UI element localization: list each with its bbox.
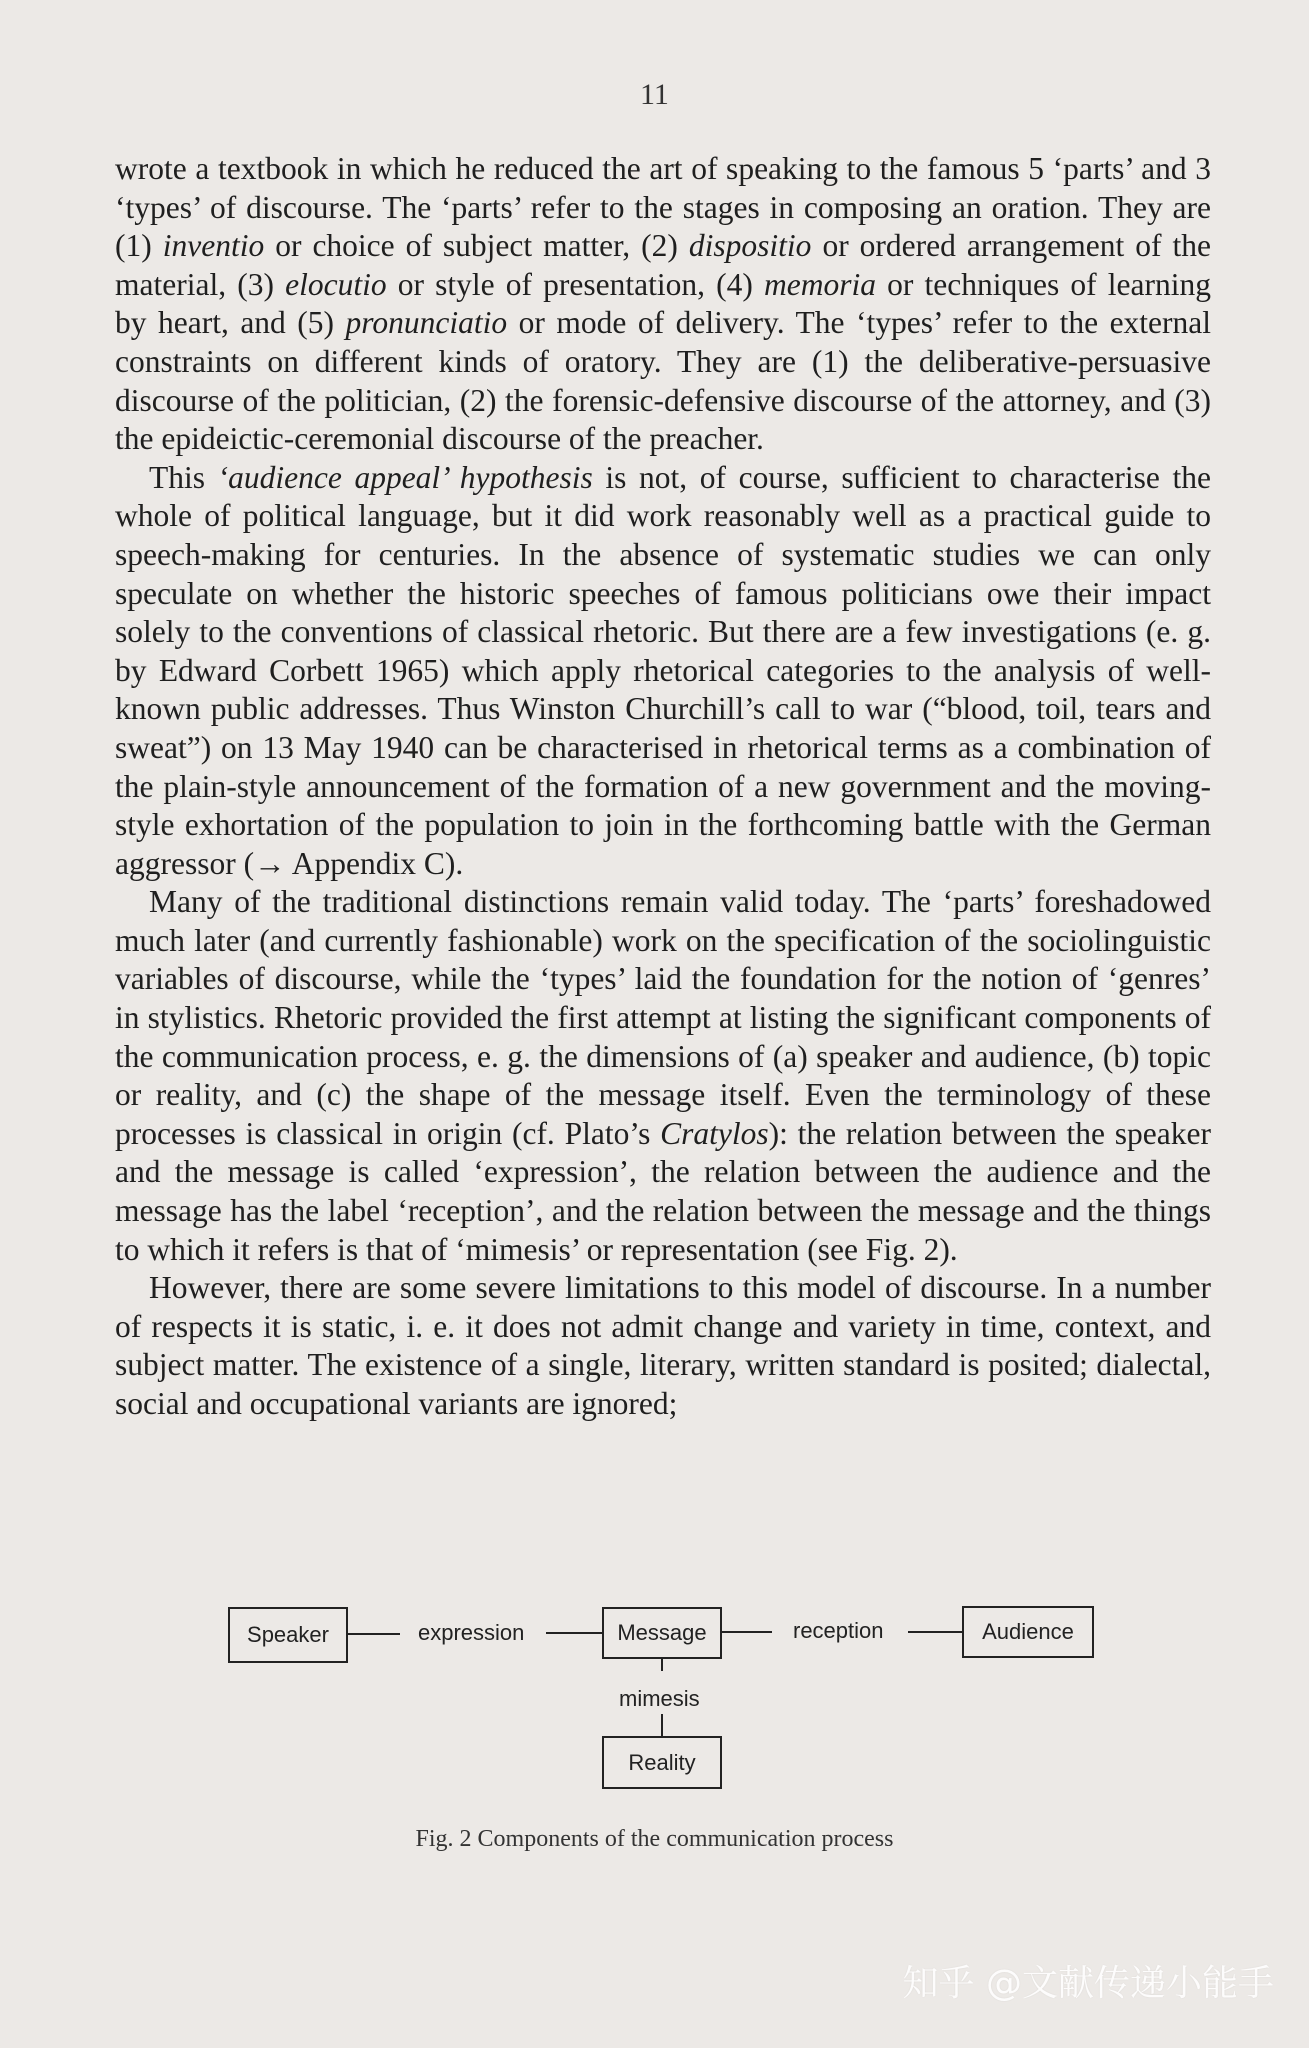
- italic-term: elocutio: [285, 266, 387, 302]
- reception-connector: [908, 1631, 962, 1633]
- message-connector: [722, 1631, 772, 1633]
- text-run: or mode of delivery. The ‘types’ refer to the external constraints on different kinds of oratory. They are (1) the deliberative-persuasive discourse of the politician, (2) the forensic-defensive discourse of the attorney, and (3) the epideictic-ceremonial discourse of the preacher.: [115, 305, 1212, 457]
- italic-term: Cratylos: [660, 1115, 769, 1151]
- reception-label: reception: [793, 1618, 884, 1643]
- mimesis-connector-top: [661, 1659, 663, 1671]
- reality-box: Reality: [602, 1736, 722, 1789]
- text-run: wrote a textbook in which he reduced the art of speaking to the famous 5 ‘parts’ and 3 ‘types’ of discourse. The ‘parts’ refer to the stages in composing an oration. They are (1): [115, 151, 1211, 264]
- italic-term: ‘audience appeal’ hypothesis: [217, 459, 593, 495]
- text-run: or style of presentation, (4): [386, 266, 765, 302]
- mimesis-label: mimesis: [619, 1686, 700, 1711]
- audience-box: Audience: [962, 1606, 1094, 1658]
- italic-term: memoria: [764, 266, 877, 302]
- expression-connector: [546, 1632, 602, 1634]
- mimesis-connector-bottom: [661, 1714, 663, 1736]
- expression-label: expression: [418, 1620, 525, 1645]
- text-run: or ordered arrangement of the material, (3): [115, 228, 1211, 302]
- watermark: 知乎 @文献传递小能手: [902, 1963, 1274, 2004]
- text-run: or techniques of learning by heart, and (5): [115, 266, 1212, 341]
- speaker-connector: [348, 1633, 400, 1635]
- body-text: [115, 150, 1211, 1424]
- figure-caption: Fig. 2 Components of the communication process: [415, 1826, 894, 1852]
- italic-term: dispositio: [688, 228, 812, 264]
- text-run: Many of the traditional distinctions remain valid today. The ‘parts’ foreshadowed much later (and currently fashionable) work on the specification of the sociolinguistic variables of discourse, while the ‘types’ laid the foundation for the notion of ‘genres’ in stylistics. Rhetoric provided the first attempt at listing the significant components of the communication process, e. g. the dimensions of (a) speaker and audience, (b) topic or reality, and (c) the shape of the message itself. Even the terminology of these processes is classical in origin (cf. Plato’s: [115, 884, 1211, 1151]
- speaker-box: Speaker: [228, 1607, 348, 1663]
- text-run: However, there are some severe limitations to this model of discourse. In a number of respects it is static, i. e. it does not admit change and variety in time, context, and subject matter. The existence of a single, literary, written standard is posited; dialectal, social and occupational variants are ignored;: [115, 1270, 1211, 1421]
- paragraph-3: [115, 883, 1211, 1269]
- text-run: ): the relation between the speaker and the message is called ‘expression’, the relation between the audience and the message has the label ‘reception’, and the relation between the message and the things to which it refers is that of ‘mimesis’ or representation (see Fig. 2).: [115, 1115, 1211, 1267]
- paragraph-4: [115, 1269, 1211, 1423]
- paragraph-1: [115, 150, 1211, 459]
- paragraph-2: [115, 459, 1211, 884]
- message-box: Message: [602, 1607, 722, 1659]
- page-number: 11: [640, 78, 669, 111]
- italic-term: inventio: [162, 228, 265, 264]
- text-run: is not, of course, sufficient to characterise the whole of political language, but it did work reasonably well as a practical guide to speech-making for centuries. In the absence of systematic studies we can only speculate on whether the historic speeches of famous politicians owe their impact solely to the conventions of classical rhetoric. But there are a few investigations (e. g. by Edward Corbett 1965) which apply rhetorical categories to the analysis of well-known public addresses. Thus Winston Churchill’s call to war (“blood, toil, tears and sweat”) on 13 May 1940 can be characterised in rhetorical terms as a combination of the plain-style announcement of the formation of a new government and the moving-style exhortation of the population to join in the forthcoming battle with the German aggressor (→ Appendix C).: [115, 459, 1211, 881]
- text-run: This: [149, 459, 218, 495]
- text-run: or choice of subject matter, (2): [264, 228, 689, 264]
- italic-term: pronunciatio: [345, 305, 508, 341]
